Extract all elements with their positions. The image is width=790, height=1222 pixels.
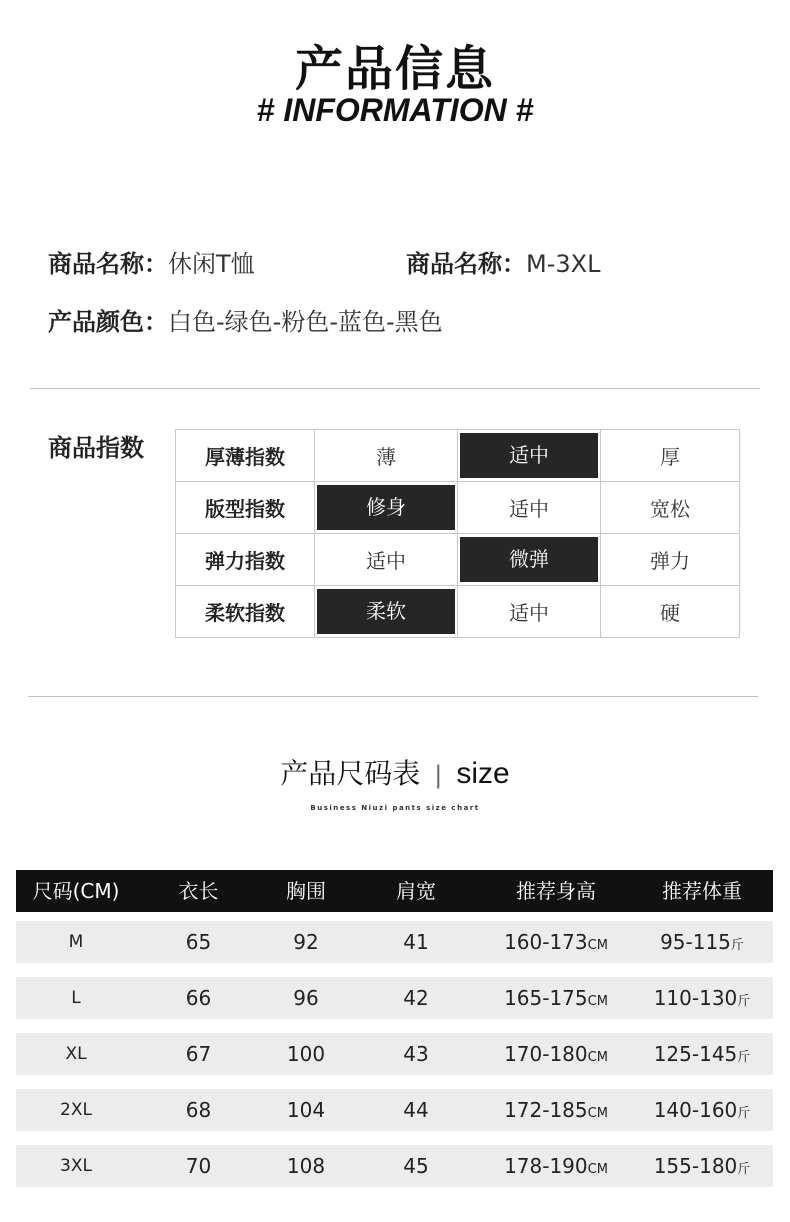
index-option: 适中 bbox=[458, 482, 601, 534]
size-cell-length: 65 bbox=[185, 930, 212, 954]
index-option: 厚 bbox=[601, 430, 740, 482]
size-cell-weight bbox=[631, 921, 773, 963]
divider-top bbox=[30, 388, 760, 389]
size-cell-shoulder: 45 bbox=[403, 1154, 429, 1178]
index-option-label: 柔软 bbox=[317, 589, 455, 634]
size-chart-title-cn: 产品尺码表 bbox=[280, 757, 421, 790]
index-option-label: 微弹 bbox=[460, 537, 598, 582]
height-unit: CM bbox=[587, 938, 608, 953]
index-row-name: 弹力指数 bbox=[176, 534, 315, 586]
height-value: 178-190 bbox=[504, 1154, 588, 1178]
index-row bbox=[176, 586, 740, 638]
size-cell-chest: 104 bbox=[286, 1098, 326, 1122]
height-value: 160-173 bbox=[504, 930, 588, 954]
size-cell-weight bbox=[631, 1089, 773, 1131]
weight-value: 140-160 bbox=[653, 1098, 738, 1122]
size-cell-weight bbox=[631, 977, 773, 1019]
size-cell-size: 2XL bbox=[60, 1100, 92, 1120]
size-cell-chest: 100 bbox=[286, 1042, 326, 1066]
size-chart-title bbox=[0, 752, 790, 792]
index-option: 弹力 bbox=[601, 534, 740, 586]
header-chest: 胸围 bbox=[286, 879, 326, 903]
size-chart-title-separator: | bbox=[434, 761, 443, 789]
size-cell-length: 67 bbox=[185, 1042, 212, 1066]
header-size: 尺码(CM) bbox=[32, 879, 120, 903]
index-option: 薄 bbox=[315, 430, 458, 482]
weight-value: 155-180 bbox=[653, 1154, 738, 1178]
size-row bbox=[16, 977, 773, 1019]
index-row-name: 柔软指数 bbox=[176, 586, 315, 638]
header-weight: 推荐体重 bbox=[662, 879, 742, 903]
index-option-selected bbox=[458, 534, 601, 586]
size-cell-size: XL bbox=[65, 1044, 87, 1064]
size-cell-shoulder: 41 bbox=[403, 930, 429, 954]
product-size-label: 商品名称： bbox=[406, 250, 526, 278]
size-cell-size: M bbox=[68, 932, 84, 952]
index-row bbox=[176, 534, 740, 586]
product-name-value: 休闲T恤 bbox=[168, 250, 255, 278]
index-option-label: 修身 bbox=[317, 485, 455, 530]
product-index-table bbox=[175, 429, 740, 638]
index-row bbox=[176, 430, 740, 482]
size-cell-weight bbox=[631, 1145, 773, 1187]
weight-value: 125-145 bbox=[653, 1042, 738, 1066]
height-value: 170-180 bbox=[504, 1042, 588, 1066]
product-size-value: M-3XL bbox=[526, 250, 601, 278]
height-value: 172-185 bbox=[504, 1098, 588, 1122]
height-unit: CM bbox=[587, 1050, 608, 1065]
product-color-label: 产品颜色： bbox=[48, 308, 168, 336]
size-chart-header bbox=[16, 870, 773, 912]
product-name-row bbox=[48, 244, 255, 279]
height-value: 165-175 bbox=[504, 986, 588, 1010]
size-cell-length: 66 bbox=[185, 986, 212, 1010]
header-length: 衣长 bbox=[178, 879, 219, 903]
size-cell-length: 68 bbox=[185, 1098, 212, 1122]
size-cell-size: L bbox=[71, 988, 81, 1008]
size-chart-title-en: size bbox=[456, 757, 510, 790]
index-row bbox=[176, 482, 740, 534]
height-unit: CM bbox=[587, 1106, 608, 1121]
index-row-name: 版型指数 bbox=[176, 482, 315, 534]
weight-unit: 斤 bbox=[737, 1050, 751, 1065]
weight-value: 110-130 bbox=[653, 986, 738, 1010]
size-cell-length: 70 bbox=[185, 1154, 212, 1178]
header-height: 推荐身高 bbox=[516, 879, 596, 903]
size-cell-height bbox=[471, 1089, 641, 1131]
size-cell-size: 3XL bbox=[60, 1156, 92, 1176]
weight-unit: 斤 bbox=[737, 1106, 751, 1121]
index-option-selected bbox=[458, 430, 601, 482]
size-cell-chest: 96 bbox=[293, 986, 319, 1010]
size-cell-height bbox=[471, 1033, 641, 1075]
index-option-label: 适中 bbox=[460, 433, 598, 478]
weight-unit: 斤 bbox=[737, 994, 751, 1009]
size-row bbox=[16, 921, 773, 963]
size-row bbox=[16, 1033, 773, 1075]
page-title-cn: 产品信息 bbox=[294, 41, 495, 97]
size-chart-subtitle: Business Niuzi pants size chart bbox=[310, 804, 480, 812]
product-size-row bbox=[406, 244, 600, 279]
product-name-label: 商品名称： bbox=[48, 250, 168, 278]
size-cell-height bbox=[471, 1145, 641, 1187]
page-title-en: # INFORMATION # bbox=[256, 92, 534, 128]
size-cell-chest: 108 bbox=[286, 1154, 326, 1178]
weight-value: 95-115 bbox=[660, 930, 731, 954]
size-cell-weight bbox=[631, 1033, 773, 1075]
index-label: 商品指数 bbox=[48, 434, 144, 462]
header-shoulder: 肩宽 bbox=[396, 879, 436, 903]
height-unit: CM bbox=[587, 994, 608, 1009]
size-cell-height bbox=[471, 921, 641, 963]
product-color-row bbox=[48, 302, 443, 337]
index-option: 硬 bbox=[601, 586, 740, 638]
size-row bbox=[16, 1089, 773, 1131]
index-row-name: 厚薄指数 bbox=[176, 430, 315, 482]
size-cell-chest: 92 bbox=[293, 930, 319, 954]
size-cell-shoulder: 42 bbox=[403, 986, 429, 1010]
index-option-selected bbox=[315, 482, 458, 534]
height-unit: CM bbox=[587, 1162, 608, 1177]
index-option: 适中 bbox=[458, 586, 601, 638]
weight-unit: 斤 bbox=[730, 938, 744, 953]
product-color-value: 白色-绿色-粉色-蓝色-黑色 bbox=[168, 308, 443, 336]
index-option-selected bbox=[315, 586, 458, 638]
index-option: 宽松 bbox=[601, 482, 740, 534]
size-cell-shoulder: 44 bbox=[403, 1098, 429, 1122]
divider-middle bbox=[28, 696, 758, 697]
size-row bbox=[16, 1145, 773, 1187]
size-cell-shoulder: 43 bbox=[403, 1042, 429, 1066]
weight-unit: 斤 bbox=[737, 1162, 751, 1177]
size-cell-height bbox=[471, 977, 641, 1019]
index-option: 适中 bbox=[315, 534, 458, 586]
